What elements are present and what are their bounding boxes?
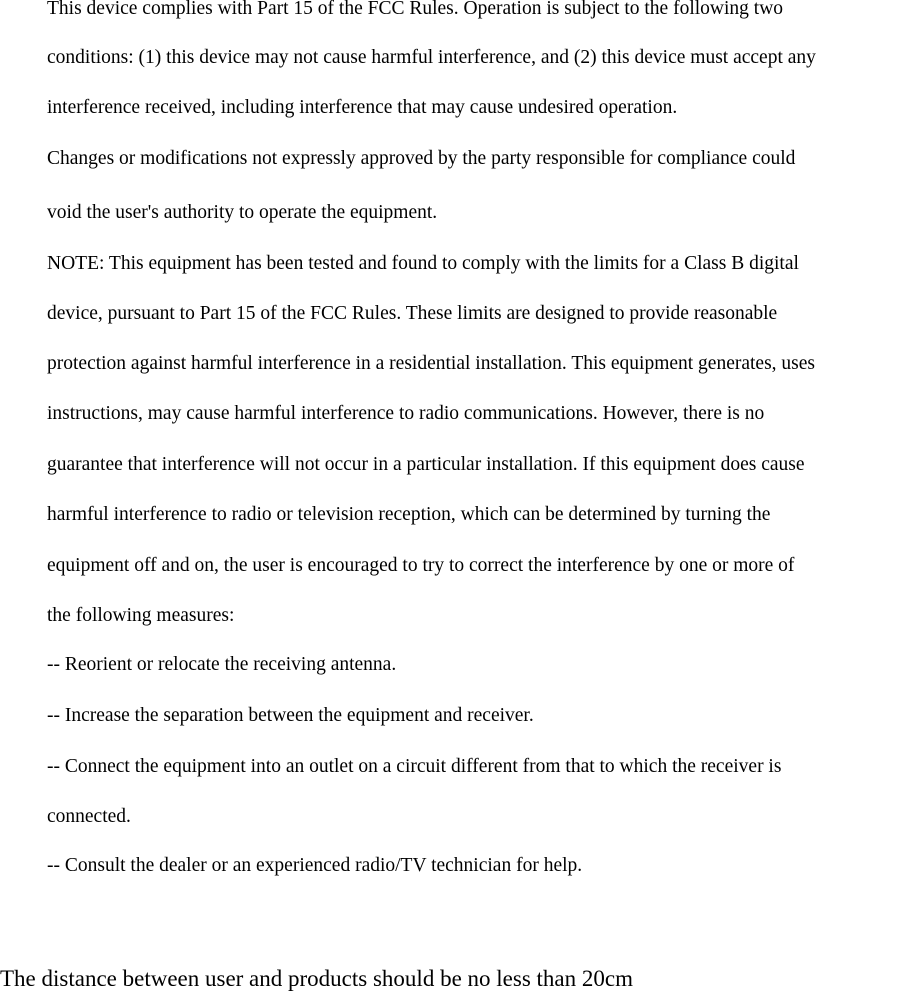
statement-line-10: guarantee that interference will not occur in a particular installation. If this equipment does cause: [47, 454, 805, 475]
measure-line-3-continued: connected.: [47, 806, 131, 827]
measure-line-2: -- Increase the separation between the equipment and receiver.: [47, 705, 534, 726]
statement-line-13: the following measures:: [47, 605, 235, 626]
statement-line-5: void the user's authority to operate the equipment.: [47, 202, 438, 223]
statement-line-7: device, pursuant to Part 15 of the FCC Rules. These limits are designed to provide reasonable: [47, 303, 778, 324]
statement-line-4: Changes or modifications not expressly approved by the party responsible for compliance could: [47, 148, 796, 169]
rf-exposure-distance-note: The distance between user and products should be no less than 20cm: [0, 966, 633, 991]
measure-line-3: -- Connect the equipment into an outlet on a circuit different from that to which the receiver is: [47, 756, 782, 777]
statement-line-6: NOTE: This equipment has been tested and found to comply with the limits for a Class B digital: [47, 253, 799, 274]
statement-line-8: protection against harmful interference in a residential installation. This equipment generates, uses: [47, 353, 816, 374]
statement-line-11: harmful interference to radio or television reception, which can be determined by turning the: [47, 504, 771, 525]
measure-line-1: -- Reorient or relocate the receiving antenna.: [47, 654, 397, 675]
statement-line-9: instructions, may cause harmful interference to radio communications. However, there is no: [47, 403, 765, 424]
measure-line-4: -- Consult the dealer or an experienced radio/TV technician for help.: [47, 855, 583, 876]
statement-line-1: This device complies with Part 15 of the FCC Rules. Operation is subject to the following two: [47, 0, 784, 19]
statement-line-2: conditions: (1) this device may not cause harmful interference, and (2) this device must accept any: [47, 47, 816, 68]
statement-line-3: interference received, including interference that may cause undesired operation.: [47, 97, 678, 118]
statement-line-12: equipment off and on, the user is encouraged to try to correct the interference by one or more of: [47, 555, 795, 576]
